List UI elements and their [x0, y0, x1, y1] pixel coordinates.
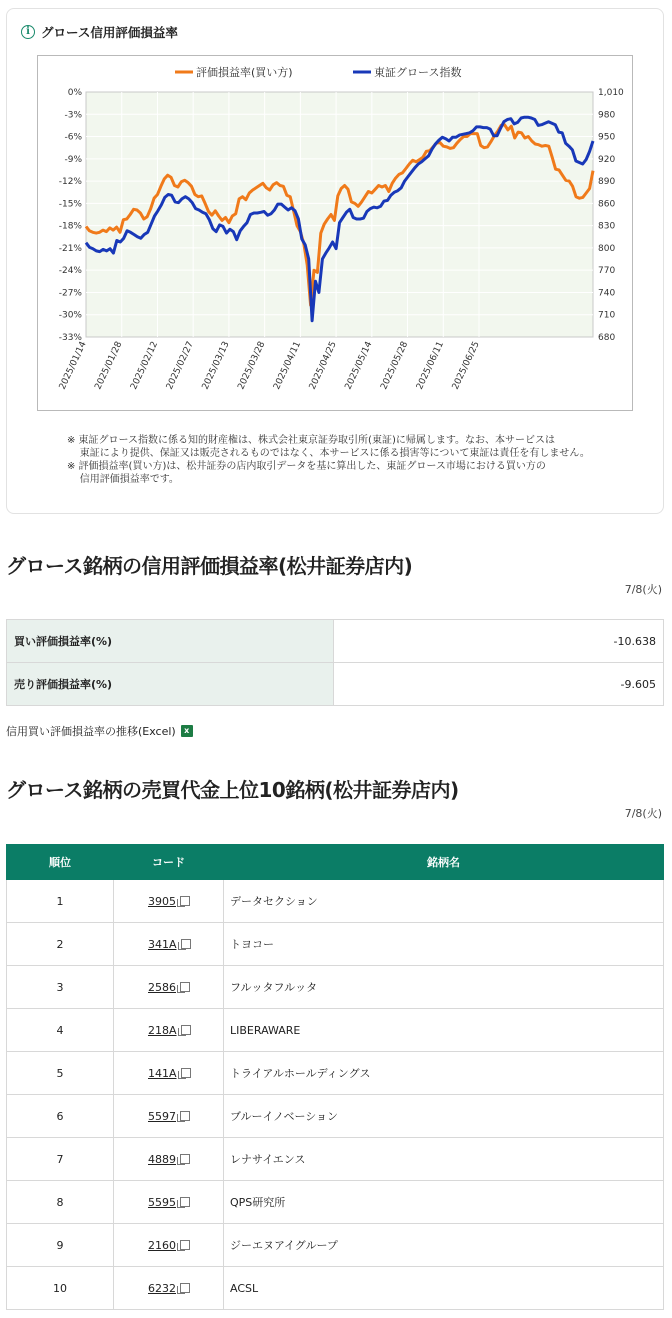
y-right-tick-label: 770 — [598, 266, 616, 277]
stock-code-link[interactable]: 2586 — [148, 980, 176, 994]
stock-code-link[interactable]: 141A — [148, 1066, 177, 1080]
excel-link-label[interactable]: 信用買い評価損益率の推移(Excel) — [6, 725, 176, 738]
column-header-rank: 順位 — [7, 845, 114, 880]
chart-card-title: グロース信用評価損益率 — [41, 25, 178, 40]
stock-name-cell: フルッタフルッタ — [224, 966, 664, 1009]
y-right-tick-label: 1,010 — [598, 88, 624, 98]
y-right-tick-label: 920 — [598, 154, 616, 165]
copy-icon[interactable] — [181, 939, 191, 949]
chart-note-line: 東証により提供、保証又は販売されるものではなく、本サービスに係る損害等について東証は責任を有しません。 — [67, 448, 590, 459]
stock-name-cell: トヨコー — [224, 923, 664, 966]
code-cell — [114, 1009, 224, 1052]
stock-name-cell: ジーエヌアイグループ — [224, 1224, 664, 1267]
chart-note-line: ※ 東証グロース指数に係る知的財産権は、株式会社東京証券取引所(東証)に帰属します。なお、本サービスは — [67, 435, 556, 446]
stock-name-cell: LIBERAWARE — [224, 1009, 664, 1052]
y-left-tick-label: -18% — [58, 221, 82, 232]
code-cell — [114, 1138, 224, 1181]
copy-icon[interactable] — [180, 1111, 190, 1121]
x-tick-label: 2025/04/25 — [307, 340, 339, 392]
x-tick-label: 2025/06/25 — [450, 340, 482, 392]
x-tick-label: 2025/05/14 — [343, 340, 375, 392]
code-cell — [114, 1095, 224, 1138]
table-row — [7, 1052, 664, 1095]
column-header-code: コード — [114, 845, 224, 880]
copy-icon[interactable] — [180, 1154, 190, 1164]
eval-section-title: グロース銘柄の信用評価損益率(松井証券店内) — [6, 554, 413, 578]
copy-icon[interactable] — [180, 1197, 190, 1207]
table-row — [7, 1181, 664, 1224]
x-tick-label: 2025/01/28 — [93, 340, 125, 392]
table-row — [7, 923, 664, 966]
table-row — [7, 880, 664, 923]
code-cell — [114, 1224, 224, 1267]
copy-icon[interactable] — [181, 1068, 191, 1078]
x-tick-label: 2025/06/11 — [415, 340, 447, 392]
stock-code-link[interactable]: 2160 — [148, 1238, 176, 1252]
column-header-name: 銘柄名 — [224, 845, 664, 880]
y-left-tick-label: -9% — [64, 154, 82, 165]
eval-value-sell: -9.605 — [334, 663, 664, 706]
stock-code-link[interactable]: 3905 — [148, 894, 176, 908]
y-left-tick-label: -3% — [64, 110, 82, 121]
y-left-tick-label: -12% — [58, 177, 82, 188]
chart-notes — [67, 434, 627, 486]
y-left-tick-label: -24% — [58, 266, 82, 277]
table-row — [7, 1095, 664, 1138]
ranking-section-title: グロース銘柄の売買代金上位10銘柄(松井証券店内) — [6, 778, 459, 802]
y-left-tick-label: 0% — [67, 88, 82, 98]
rank-cell: 1 — [7, 880, 114, 923]
stock-code-link[interactable]: 5595 — [148, 1195, 176, 1209]
eval-row-buy — [7, 620, 664, 663]
stock-code-link[interactable]: 341A — [148, 937, 177, 951]
rank-cell: 3 — [7, 966, 114, 1009]
margin-eval-chart — [38, 56, 632, 410]
table-row — [7, 1138, 664, 1181]
rank-cell: 2 — [7, 923, 114, 966]
stock-name-cell: ブルーイノベーション — [224, 1095, 664, 1138]
eval-row-sell — [7, 663, 664, 706]
eval-label-buy: 買い評価損益率(%) — [7, 620, 334, 663]
stock-code-link[interactable]: 6232 — [148, 1281, 176, 1295]
stock-name-cell: ACSL — [224, 1267, 664, 1310]
y-left-tick-label: -27% — [58, 288, 82, 299]
y-right-tick-label: 710 — [598, 310, 616, 321]
y-left-tick-label: -33% — [58, 333, 82, 343]
x-tick-label: 2025/02/12 — [129, 340, 161, 392]
rank-cell: 6 — [7, 1095, 114, 1138]
excel-icon: x — [181, 725, 193, 737]
stock-name-cell: QPS研究所 — [224, 1181, 664, 1224]
table-row — [7, 1009, 664, 1052]
code-cell — [114, 1052, 224, 1095]
info-icon[interactable]: i — [21, 25, 35, 39]
rank-cell: 9 — [7, 1224, 114, 1267]
y-right-tick-label: 980 — [598, 110, 616, 121]
rank-cell: 10 — [7, 1267, 114, 1310]
y-right-tick-label: 830 — [598, 221, 616, 232]
stock-name-cell: レナサイエンス — [224, 1138, 664, 1181]
copy-icon[interactable] — [181, 1025, 191, 1035]
y-right-tick-label: 860 — [598, 199, 616, 210]
ranking-header-row — [7, 845, 664, 880]
chart-frame — [37, 55, 633, 411]
y-left-tick-label: -6% — [64, 132, 82, 143]
x-tick-label: 2025/02/27 — [164, 340, 196, 392]
y-right-tick-label: 740 — [598, 288, 616, 299]
table-row — [7, 966, 664, 1009]
table-row — [7, 1224, 664, 1267]
rank-cell: 4 — [7, 1009, 114, 1052]
x-tick-label: 2025/03/13 — [200, 340, 232, 392]
eval-value-buy: -10.638 — [334, 620, 664, 663]
y-left-tick-label: -30% — [58, 310, 82, 321]
y-left-tick-label: -15% — [58, 199, 82, 210]
stock-code-link[interactable]: 218A — [148, 1023, 177, 1037]
code-cell — [114, 966, 224, 1009]
y-right-tick-label: 890 — [598, 177, 616, 188]
ranking-table — [6, 844, 664, 1310]
legend-label-buy-eval: 評価損益率(買い方) — [196, 66, 293, 79]
rank-cell: 8 — [7, 1181, 114, 1224]
code-cell — [114, 923, 224, 966]
rank-cell: 7 — [7, 1138, 114, 1181]
ranking-section-date: 7/8(火) — [624, 807, 662, 820]
stock-name-cell: トライアルホールディングス — [224, 1052, 664, 1095]
y-left-tick-label: -21% — [58, 243, 82, 254]
chart-card — [6, 8, 664, 514]
x-tick-label: 2025/03/28 — [236, 340, 268, 392]
plot-area — [86, 92, 593, 337]
chart-note-line: 信用評価損益率です。 — [67, 474, 179, 485]
code-cell — [114, 880, 224, 923]
x-tick-label: 2025/01/14 — [57, 340, 89, 392]
copy-icon[interactable] — [180, 896, 190, 906]
chart-note-line: ※ 評価損益率(買い方)は、松井証券の店内取引データを基に算出した、東証グロース市場における買い方の — [67, 461, 546, 472]
table-row — [7, 1267, 664, 1310]
x-tick-label: 2025/04/11 — [272, 340, 304, 392]
x-tick-label: 2025/05/28 — [379, 340, 411, 392]
y-right-tick-label: 950 — [598, 132, 616, 143]
stock-code-link[interactable]: 4889 — [148, 1152, 176, 1166]
copy-icon[interactable] — [180, 1240, 190, 1250]
chart-card-header — [21, 23, 178, 41]
eval-label-sell: 売り評価損益率(%) — [7, 663, 334, 706]
stock-name-cell: データセクション — [224, 880, 664, 923]
copy-icon[interactable] — [180, 1283, 190, 1293]
legend-label-growth-index: 東証グロース指数 — [374, 66, 462, 79]
copy-icon[interactable] — [180, 982, 190, 992]
code-cell — [114, 1181, 224, 1224]
y-right-tick-label: 800 — [598, 243, 616, 254]
rank-cell: 5 — [7, 1052, 114, 1095]
eval-table — [6, 619, 664, 706]
excel-download-link[interactable] — [6, 723, 193, 739]
y-right-tick-label: 680 — [598, 333, 616, 343]
code-cell — [114, 1267, 224, 1310]
eval-section-date: 7/8(火) — [624, 583, 662, 596]
stock-code-link[interactable]: 5597 — [148, 1109, 176, 1123]
